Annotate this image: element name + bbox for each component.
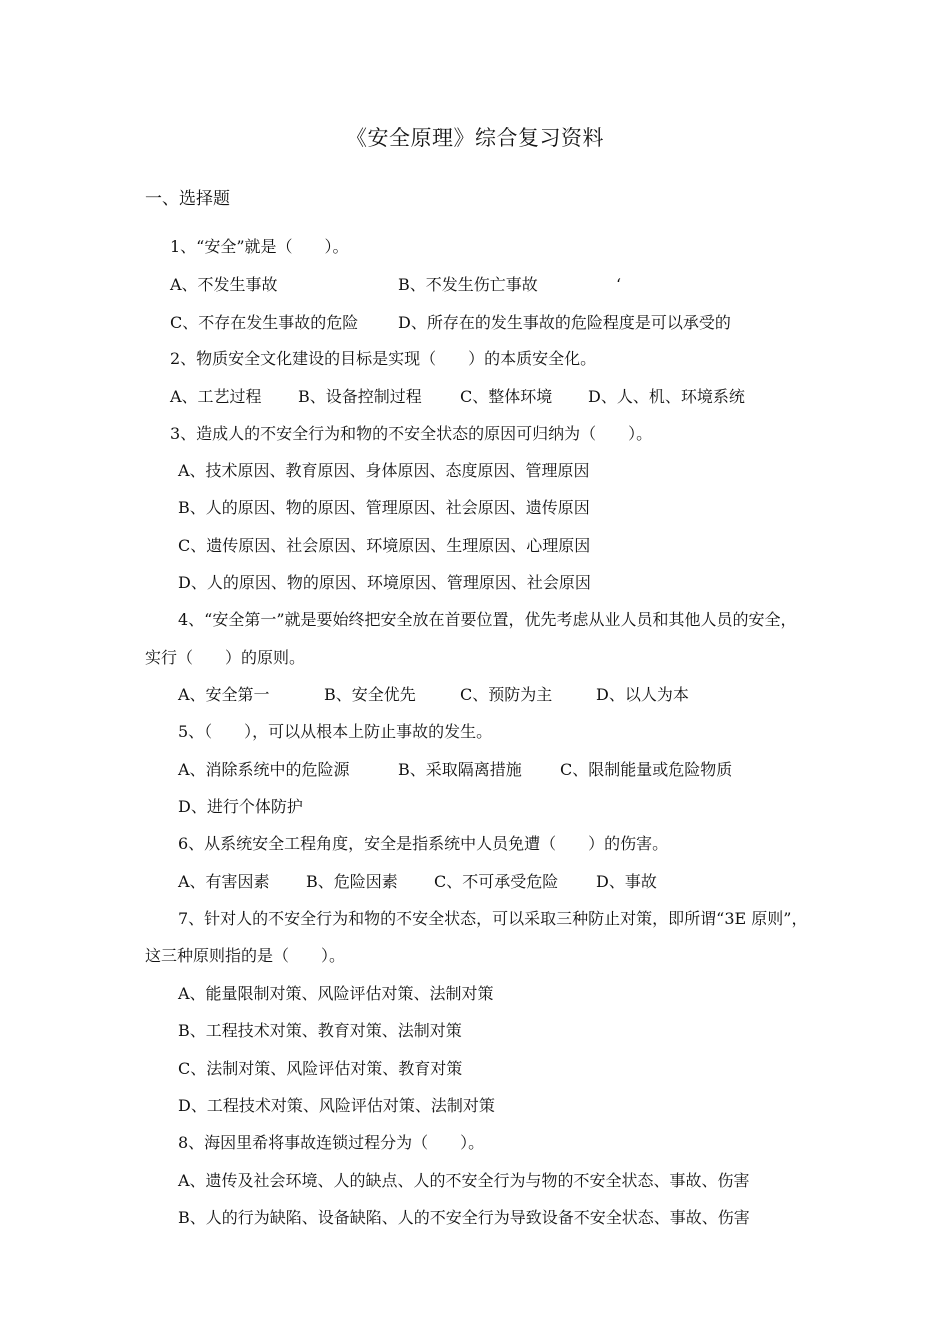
question-2-option-d: D、人、机、环境系统: [588, 387, 745, 406]
question-4-stem-line-1: 4、“安全第一”就是要始终把安全放在首要位置，优先考虑从业人员和其他人员的安全，: [178, 610, 797, 629]
question-5-option-c: C、限制能量或危险物质: [560, 760, 733, 779]
question-6-option-c: C、不可承受危险: [434, 872, 559, 891]
question-2-option-a: A、工艺过程: [170, 387, 262, 406]
question-4-option-d: D、以人为本: [596, 685, 689, 704]
question-6-option-d: D、事故: [596, 872, 657, 891]
question-7-option-c: C、法制对策、风险评估对策、教育对策: [178, 1059, 463, 1078]
question-7-option-a: A、能量限制对策、风险评估对策、法制对策: [178, 984, 494, 1003]
question-5-option-b: B、采取隔离措施: [398, 760, 522, 779]
question-2-option-b: B、设备控制过程: [298, 387, 422, 406]
question-5-stem: 5、（ ），可以从根本上防止事故的发生。: [178, 722, 493, 741]
question-6-option-b: B、危险因素: [306, 872, 398, 891]
question-2-option-c: C、整体环境: [460, 387, 553, 406]
question-6-stem: 6、从系统安全工程角度，安全是指系统中人员免遭（ ）的伤害。: [178, 834, 669, 853]
question-7-stem-line-2: 这三种原则指的是（ ）。: [145, 946, 346, 965]
question-7-stem-line-1: 7、针对人的不安全行为和物的不安全状态，可以采取三种防止对策，即所谓“3E 原则”，: [178, 909, 808, 928]
question-4-stem-line-2: 实行（ ）的原则。: [145, 648, 306, 667]
question-7-option-b: B、工程技术对策、教育对策、法制对策: [178, 1021, 462, 1040]
question-3-option-a: A、技术原因、教育原因、身体原因、态度原因、管理原因: [178, 461, 590, 480]
question-8-stem: 8、海因里希将事故连锁过程分为（ ）。: [178, 1133, 485, 1152]
question-1-option-b: B、不发生伤亡事故: [398, 275, 538, 294]
question-6-option-a: A、有害因素: [178, 872, 270, 891]
question-2-stem: 2、物质安全文化建设的目标是实现（ ）的本质安全化。: [170, 349, 597, 368]
document-title: 《安全原理》综合复习资料: [346, 126, 604, 150]
question-8-option-b: B、人的行为缺陷、设备缺陷、人的不安全行为导致设备不安全状态、事故、伤害: [178, 1208, 750, 1227]
question-4-option-b: B、安全优先: [324, 685, 416, 704]
question-3-stem: 3、造成人的不安全行为和物的不安全状态的原因可归纳为（ ）。: [170, 424, 653, 443]
question-4-option-a: A、安全第一: [178, 685, 270, 704]
question-4-option-c: C、预防为主: [460, 685, 553, 704]
question-3-option-c: C、遗传原因、社会原因、环境原因、生理原因、心理原因: [178, 536, 591, 555]
question-3-option-d: D、人的原因、物的原因、环境原因、管理原因、社会原因: [178, 573, 591, 592]
question-1-option-c: C、不存在发生事故的危险: [170, 313, 359, 332]
question-3-option-b: B、人的原因、物的原因、管理原因、社会原因、遗传原因: [178, 498, 590, 517]
section-heading: 一、选择题: [145, 189, 230, 209]
question-1-option-d: D、所存在的发生事故的危险程度是可以承受的: [398, 313, 731, 332]
question-5-option-d: D、进行个体防护: [178, 797, 303, 816]
question-1-stem: 1、“安全”就是（ ）。: [170, 237, 349, 256]
question-1-stray-mark: ‘: [616, 275, 622, 294]
question-7-option-d: D、工程技术对策、风险评估对策、法制对策: [178, 1096, 495, 1115]
question-1-option-a: A、不发生事故: [170, 275, 278, 294]
question-5-option-a: A、消除系统中的危险源: [178, 760, 350, 779]
question-8-option-a: A、遗传及社会环境、人的缺点、人的不安全行为与物的不安全状态、事故、伤害: [178, 1171, 750, 1190]
